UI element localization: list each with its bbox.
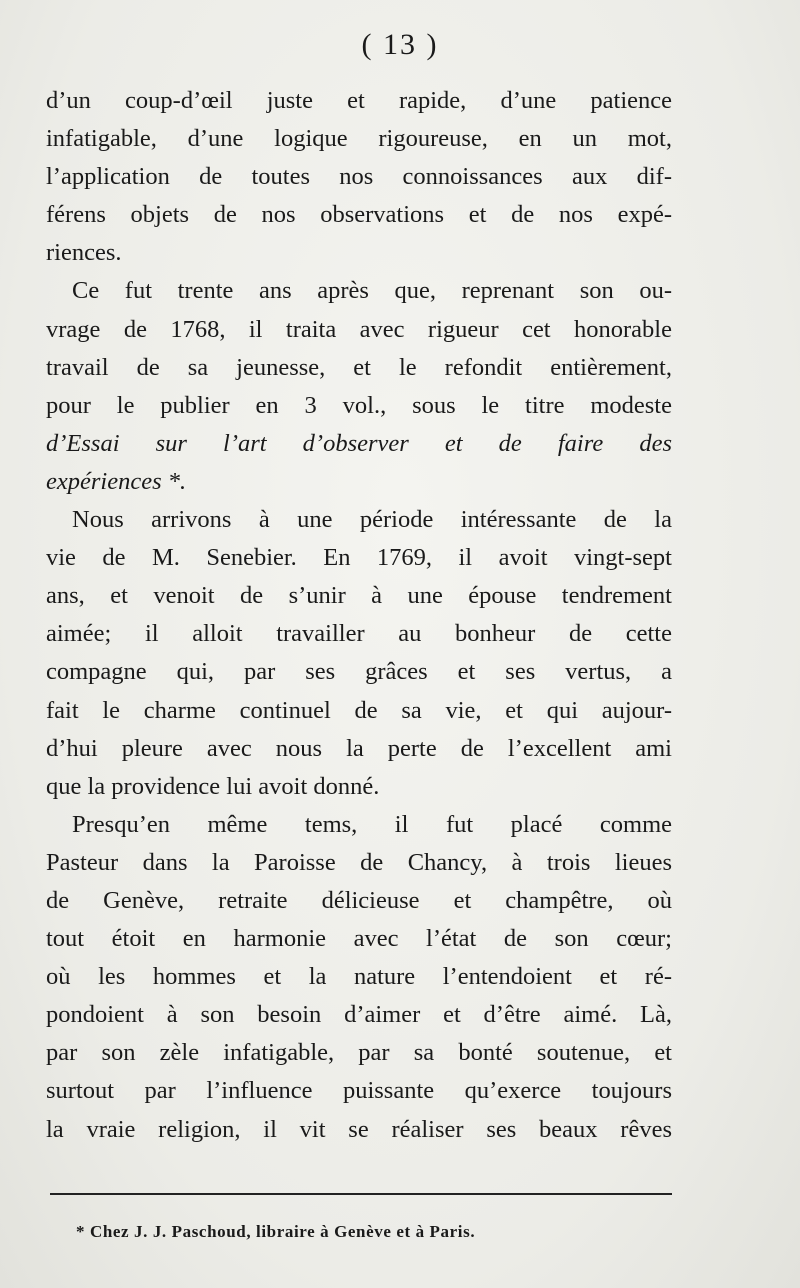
text-line: pour le publier en 3 vol., sous le titre modeste <box>46 391 672 419</box>
text-line: que la providence lui avoit donné. <box>46 772 380 800</box>
footnote-divider <box>50 1193 672 1195</box>
text-line: vrage de 1768, il traita avec rigueur cet honorable <box>46 315 672 343</box>
text-line: d’Essai sur l’art d’observer et de faire des <box>46 429 672 457</box>
text-line: riences. <box>46 239 122 267</box>
page-number: ( 13 ) <box>361 28 439 61</box>
text-line: Pasteur dans la Paroisse de Chancy, à trois lieues <box>46 848 672 876</box>
text-line: l’application de toutes nos connoissances aux dif- <box>46 163 672 191</box>
text-line: Ce fut trente ans après que, reprenant son ou- <box>72 277 672 305</box>
text-line: pondoient à son besoin d’aimer et d’être aimé. Là, <box>46 1001 672 1029</box>
text-line: vie de M. Senebier. En 1769, il avoit vingt-sept <box>46 544 672 572</box>
text-line: expériences *. <box>46 467 187 495</box>
text-line: par son zèle infatigable, par sa bonté soutenue, et <box>46 1039 672 1067</box>
text-line: aimée; il alloit travailler au bonheur de cette <box>46 620 672 648</box>
text-line: compagne qui, par ses grâces et ses vertus, a <box>46 658 672 686</box>
text-line: d’hui pleure avec nous la perte de l’excellent ami <box>46 734 672 762</box>
text-line: Presqu’en même tems, il fut placé comme <box>72 810 672 838</box>
footnote: * Chez J. J. Paschoud, libraire à Genève et à Paris. <box>76 1222 476 1241</box>
text-line: infatigable, d’une logique rigoureuse, en un mot, <box>46 125 672 153</box>
body-text <box>46 82 672 1149</box>
text-line: tout étoit en harmonie avec l’état de son cœur; <box>46 925 672 953</box>
text-line: où les hommes et la nature l’entendoient et ré- <box>46 963 672 991</box>
text-line: la vraie religion, il vit se réaliser ses beaux rêves <box>46 1115 672 1143</box>
text-line: surtout par l’influence puissante qu’exerce toujours <box>46 1077 672 1105</box>
text-line: travail de sa jeunesse, et le refondit entièrement, <box>46 353 672 381</box>
text-line: d’un coup-d’œil juste et rapide, d’une patience <box>46 87 672 114</box>
text-line: Nous arrivons à une période intéressante de la <box>72 506 672 534</box>
text-line: férens objets de nos observations et de nos expé- <box>46 201 672 229</box>
text-line: de Genève, retraite délicieuse et champêtre, où <box>46 886 672 914</box>
text-line: fait le charme continuel de sa vie, et qui aujour- <box>46 696 672 724</box>
text-line: ans, et venoit de s’unir à une épouse tendrement <box>46 582 672 610</box>
